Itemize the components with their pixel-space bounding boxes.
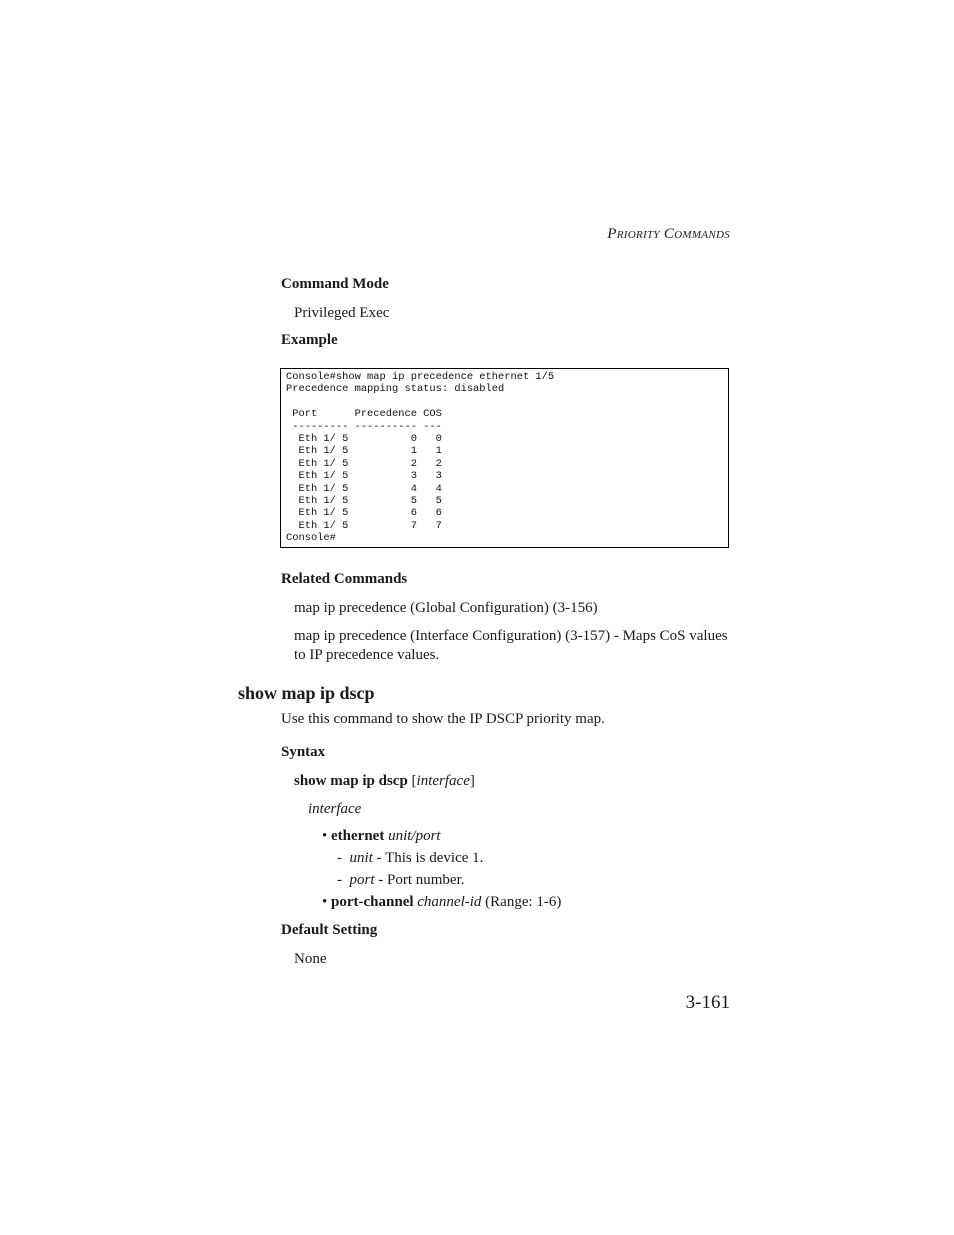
- port-dash: -: [337, 872, 342, 888]
- code-line: [286, 396, 723, 408]
- command-description: Use this command to show the IP DSCP priority map.: [281, 711, 605, 727]
- command-mode-heading: Command Mode: [281, 276, 389, 292]
- code-line: Precedence mapping status: disabled: [286, 383, 505, 396]
- code-line: Console#show map ip precedence ethernet 1/5: [286, 371, 555, 383]
- related-commands-heading: Related Commands: [281, 571, 408, 587]
- code-line: Eth 1/ 5 7 7: [286, 519, 442, 532]
- port-channel-keyword: port-channel: [331, 894, 414, 910]
- unit-description: [337, 850, 483, 867]
- related-command-interface-line2: to IP precedence values.: [294, 647, 440, 663]
- related-command-global: map ip precedence (Global Configuration) (3-156): [294, 600, 598, 616]
- page-number: 3-161: [685, 992, 730, 1013]
- code-line: Eth 1/ 5 4 4: [286, 482, 442, 495]
- default-setting-heading: Default Setting: [281, 922, 378, 938]
- code-line: Console#: [286, 532, 336, 545]
- port-name: port: [349, 872, 375, 888]
- code-line: Eth 1/ 5 2 2: [286, 457, 442, 470]
- port-channel-option: [322, 894, 561, 911]
- code-line: --------- ---------- ---: [286, 420, 442, 433]
- code-example-box: [280, 368, 729, 548]
- default-setting-text: None: [294, 951, 327, 967]
- example-heading: Example: [281, 332, 338, 348]
- command-title: show map ip dscp: [238, 683, 375, 703]
- port-channel-args: channel-id: [417, 894, 482, 910]
- port-channel-range: (Range: 1-6): [481, 894, 562, 910]
- code-example: [286, 371, 723, 545]
- code-line: Eth 1/ 5 6 6: [286, 507, 442, 520]
- syntax-param: interface: [416, 773, 470, 789]
- syntax-bracket-close: ]: [469, 773, 475, 789]
- running-head: Priority Commands: [607, 226, 730, 242]
- command-mode-text: Privileged Exec: [294, 305, 390, 321]
- syntax-heading: Syntax: [281, 744, 326, 760]
- port-description: [337, 872, 465, 889]
- param-label: interface: [308, 801, 362, 817]
- syntax-line: [294, 772, 475, 791]
- ethernet-args: unit/port: [388, 828, 441, 844]
- code-line: Eth 1/ 5 3 3: [286, 470, 442, 483]
- related-command-interface-line1: map ip precedence (Interface Configuration) (3-157) - Maps CoS values: [294, 628, 728, 644]
- bullet-icon: •: [322, 828, 328, 844]
- bullet-icon: •: [322, 894, 328, 910]
- code-line: Eth 1/ 5 0 0: [286, 433, 442, 446]
- ethernet-keyword: ethernet: [331, 828, 385, 844]
- syntax-command: show map ip dscp: [294, 773, 408, 789]
- unit-dash: -: [337, 850, 342, 866]
- syntax-bracket-open: [: [411, 773, 417, 789]
- code-line: Eth 1/ 5 5 5: [286, 495, 442, 508]
- related-command-interface: [294, 627, 728, 665]
- unit-name: unit: [349, 850, 373, 866]
- ethernet-option: [322, 828, 441, 845]
- unit-desc: - This is device 1.: [372, 850, 484, 866]
- port-desc: - Port number.: [374, 872, 465, 888]
- code-line: Port Precedence COS: [286, 408, 442, 421]
- code-line: Eth 1/ 5 1 1: [286, 445, 442, 458]
